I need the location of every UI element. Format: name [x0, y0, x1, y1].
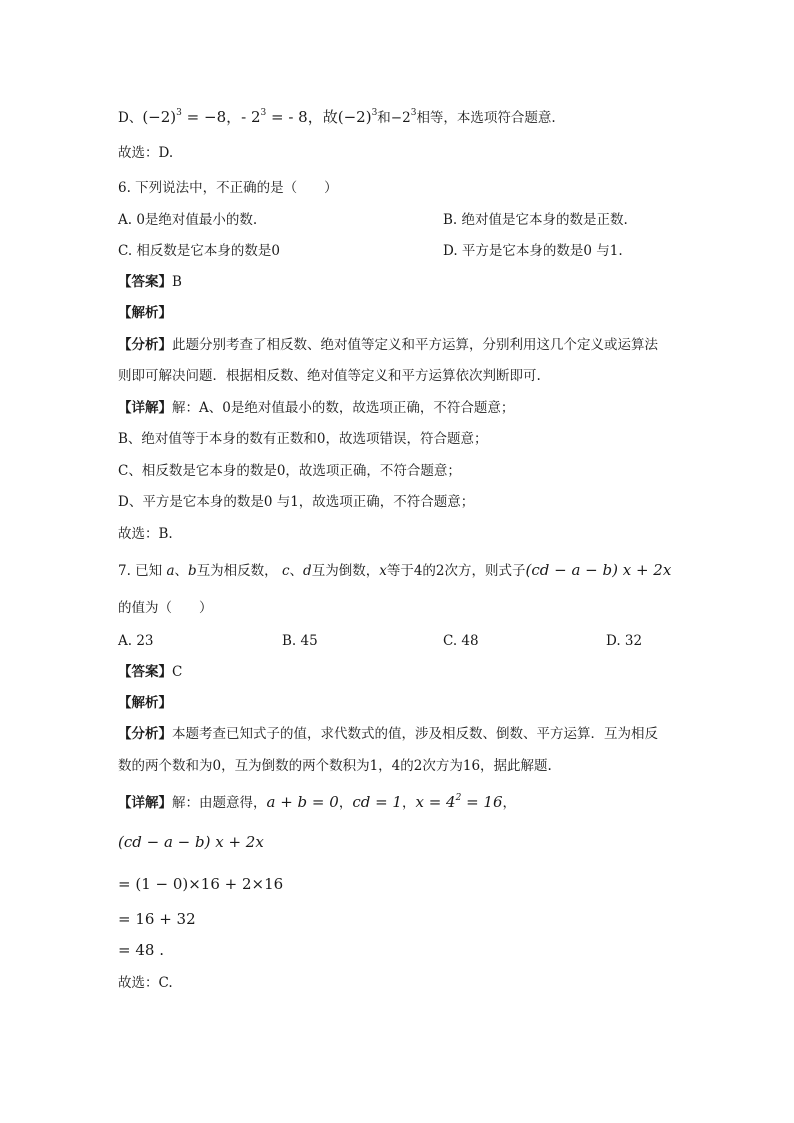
- var-b: b: [188, 563, 197, 579]
- stem-text: 7. 已知: [118, 563, 163, 579]
- q6-option-d: D. 平方是它本身的数是0 与1.: [443, 243, 623, 259]
- q7-step3: = 16 + 32: [118, 910, 196, 928]
- stem-text: 互为倒数，: [311, 563, 380, 579]
- stem-text: 等于4的2次方，则式子: [386, 563, 526, 579]
- fenxi-text: 本题考查已知式子的值，求代数式的值，涉及相反数、倒数、平方运算．互为相反: [172, 726, 658, 742]
- var-c: c: [281, 563, 290, 579]
- comma: ，: [502, 795, 517, 811]
- answer-value: C: [172, 664, 183, 680]
- q7-fenxi-line2: 数的两个数和为0，互为倒数的两个数积为1，4的2次方为16，据此解题.: [118, 758, 552, 774]
- prev-choice: 故选：D.: [118, 145, 174, 161]
- q7-option-d: D. 32: [606, 633, 643, 649]
- detail-intro: 解：由题意得，: [172, 795, 267, 811]
- math-expr-3: $(-2)^3$: [337, 108, 378, 126]
- q6-detail-line1: [118, 398, 514, 418]
- q7-step1: (cd − a − b) x + 2x: [118, 833, 264, 851]
- q7-option-a: A. 23: [118, 633, 154, 649]
- q7-step4: = 48 .: [118, 941, 164, 959]
- var-a: a: [166, 563, 175, 579]
- q6-detail-line3: C、相反数是它本身的数是0，故选项正确，不符合题意；: [118, 463, 461, 479]
- answer-label: 【答案】: [118, 664, 172, 680]
- q7-option-c: C. 48: [443, 633, 479, 649]
- exp: 3: [410, 108, 417, 118]
- q7-fenxi-line1: [118, 724, 658, 744]
- math-expr-1: $(-2)^3 = -8$，: [142, 108, 242, 126]
- q6-fenxi-line1: [118, 335, 658, 355]
- var-d: d: [303, 563, 312, 579]
- detail-label: 【详解】: [118, 400, 172, 416]
- q7-choice: 故选：C.: [118, 975, 173, 991]
- q6-option-b: B. 绝对值是它本身的数是正数.: [443, 212, 628, 228]
- q7-stem-line2: 的值为（ ）: [118, 600, 213, 616]
- prev-option-d: [118, 107, 556, 128]
- q6-answer: [118, 272, 182, 292]
- detail-label: 【详解】: [118, 795, 172, 811]
- math-expression: (cd − a − b) x + 2x: [525, 561, 672, 579]
- fenxi-text: 此题分别考查了相反数、绝对值等定义和平方运算，分别利用这几个定义或运算法: [172, 337, 658, 353]
- text-tail: 相等，本选项符合题意.: [416, 110, 556, 126]
- q6-fenxi-line2: 则即可解决问题．根据相反数、绝对值等定义和平方运算依次判断即可.: [118, 368, 541, 384]
- answer-value: B: [172, 274, 182, 290]
- q6-detail-line4: D、平方是它本身的数是0 与1，故选项正确，不符合题意；: [118, 494, 475, 510]
- var-x: x: [379, 563, 387, 579]
- comma: ，: [401, 795, 416, 811]
- fenxi-label: 【分析】: [118, 726, 172, 742]
- q7-stem-line1: [118, 560, 671, 581]
- q7-option-b: B. 45: [282, 633, 318, 649]
- fenxi-label: 【分析】: [118, 337, 172, 353]
- q6-choice: 故选：B.: [118, 526, 173, 542]
- sep: 、: [174, 563, 189, 579]
- q7-analysis-title: 【解析】: [118, 695, 172, 711]
- answer-label: 【答案】: [118, 274, 172, 290]
- q6-detail-line2: B、绝对值等于本身的数有正数和0，故选项错误，符合题意；: [118, 431, 488, 447]
- text-mid: 和−2: [377, 110, 411, 126]
- sep: 、: [289, 563, 304, 579]
- math-expr-2: - $2^3$ = - 8，故: [241, 108, 338, 126]
- option-label: D、: [118, 110, 143, 126]
- q6-stem: 6. 下列说法中，不正确的是（ ）: [118, 180, 338, 196]
- q6-option-c: C. 相反数是它本身的数是0: [118, 243, 281, 259]
- stem-text: 互为相反数，: [196, 563, 278, 579]
- q6-analysis-title: 【解析】: [118, 305, 172, 321]
- comma: ，: [338, 795, 353, 811]
- cond-3: $x = 4^2 = 16$: [415, 793, 503, 811]
- q6-option-a: A. 0是绝对值最小的数.: [118, 212, 258, 228]
- q7-answer: [118, 662, 182, 682]
- q7-step2: = (1 − 0)×16 + 2×16: [118, 875, 284, 893]
- q7-detail-line1: [118, 792, 516, 813]
- cond-2: cd = 1: [352, 793, 402, 811]
- detail-text: 解：A、0是绝对值最小的数，故选项正确，不符合题意；: [172, 400, 515, 416]
- cond-1: a + b = 0: [266, 793, 339, 811]
